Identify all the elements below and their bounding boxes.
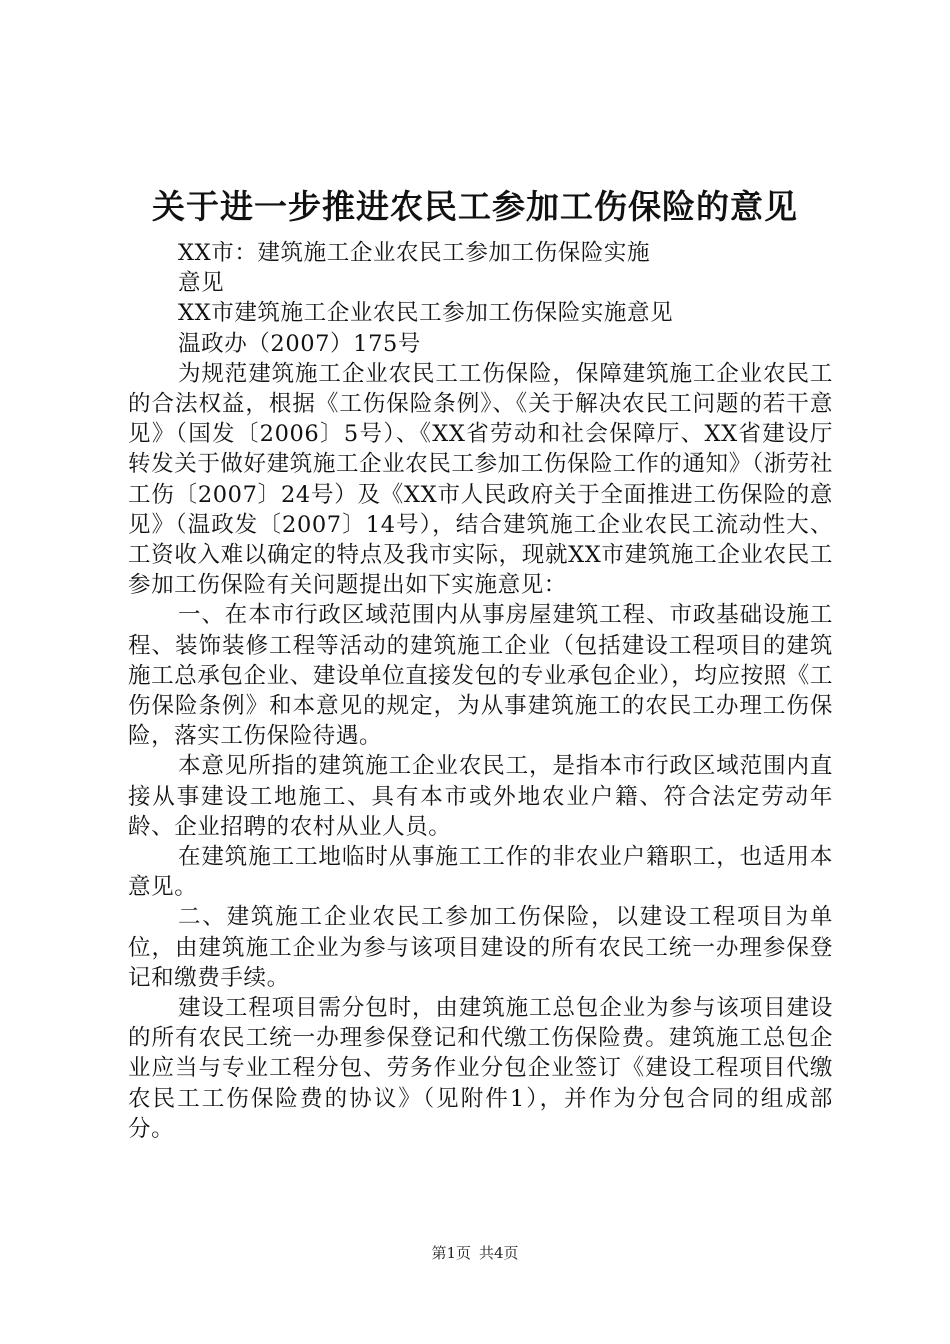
body-paragraph: 在建筑施工工地临时从事施工工作的非农业户籍职工，也适用本意见。	[128, 844, 833, 901]
body-paragraph: 建设工程项目需分包时，由建筑施工总包企业为参与该项目建设的所有农民工统一办理参保登记和代缴工伤保险费。建筑施工总包企业应当与专业工程分包、劳务作业分包企业签订《建设工程项目代缴农民工工伤保险费的协议》（见附件1），并作为分包合同的组成部分。	[128, 995, 833, 1142]
header-line: XX市：建筑施工企业农民工参加工伤保险实施	[178, 240, 651, 266]
header-line: 意见	[178, 270, 225, 297]
document-title: 关于进一步推进农民工参加工伤保险的意见	[152, 187, 798, 226]
body-paragraph: 二、建筑施工企业农民工参加工伤保险，以建设工程项目为单位，由建筑施工企业为参与该项目建设的所有农民工统一办理参保登记和缴费手续。	[128, 904, 833, 991]
body-paragraph: 一、在本市行政区域范围内从事房屋建筑工程、市政基础设施工程、装饰装修工程等活动的建筑施工企业（包括建设工程项目的建筑施工总承包企业、建设单位直接发包的专业承包企业），均应按照《工伤保险条例》和本意见的规定，为从事建筑施工的农民工办理工伤保险，落实工伤保险待遇。	[128, 602, 833, 750]
header-line: XX市建筑施工企业农民工参加工伤保险实施意见	[178, 300, 674, 327]
document-body	[128, 238, 833, 1144]
body-paragraph: 本意见所指的建筑施工企业农民工，是指本市行政区域范围内直接从事建设工地施工、具有本市或外地农业户籍、符合法定劳动年龄、企业招聘的农村从业人员。	[128, 753, 833, 840]
header-line: 温政办（2007）175号	[178, 330, 422, 357]
page-total: 共4页	[479, 1244, 519, 1262]
body-paragraph: 为规范建筑施工企业农民工工伤保险，保障建筑施工企业农民工的合法权益，根据《工伤保险条例》、《关于解决农民工问题的若干意见》（国发〔2006〕5号）、《XX省劳动和社会保障厅、XX省建设厅转发关于做好建筑施工企业农民工参加工伤保险工作的通知》（浙劳社工伤〔2007〕24号）及《XX市人民政府关于全面推进工伤保险的意见》（温政发〔2007〕14号），结合建筑施工企业农民工流动性大、工资收入难以确定的特点及我市实际，现就XX市建筑施工企业农民工参加工伤保险有关问题提出如下实施意见：	[128, 360, 833, 599]
page-footer	[0, 1243, 950, 1263]
page-number: 第1页	[431, 1244, 471, 1262]
